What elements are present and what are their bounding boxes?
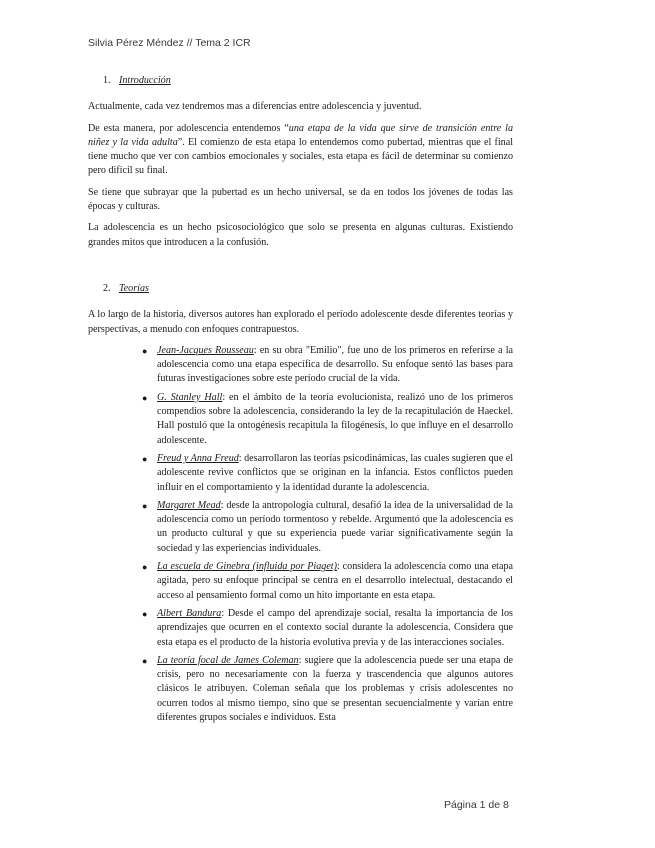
paragraph-definition: [88, 122, 513, 179]
bullet-icon: ●: [142, 345, 148, 356]
bullet-icon: ●: [142, 500, 148, 511]
page-number: Página 1 de 8: [444, 799, 509, 811]
text-run: De esta manera, por adolescencia entendemos “: [88, 122, 289, 134]
paragraph: La adolescencia es un hecho psicosociológico que solo se presenta en algunas culturas. Existiendo grandes mitos que introducen a la confusión.: [88, 222, 513, 248]
bullet-icon: ●: [142, 608, 148, 619]
paragraph: A lo largo de la historia, diversos autores han explorado el período adolescente desde diferentes teorías y perspectivas, a menudo con enfoques contrapuestos.: [88, 309, 513, 335]
author-name: Margaret Mead: [157, 499, 221, 511]
author-name: Jean-Jacques Rousseau: [157, 344, 254, 356]
item-text: : en su obra "Emilio", fue uno de los primeros en referirse a la adolescencia como una etapa específica de desarrollo. Su enfoque sentó las bases para futuras investigaciones sobre este período crucial de la vida.: [157, 344, 513, 385]
definition-quote: una etapa de la vida que sirve de transición entre la niñez y la vida adulta: [88, 122, 513, 148]
list-item: [142, 391, 513, 448]
bullet-icon: ●: [142, 453, 148, 464]
list-item: [142, 452, 513, 495]
bullet-icon: ●: [142, 392, 148, 403]
list-item: [142, 607, 513, 650]
section-number: 1.: [103, 75, 111, 86]
list-item: [142, 654, 513, 725]
item-text: : considera la adolescencia como una etapa agitada, pero su enfoque principal se centra en el desarrollo intelectual, destacando el acceso al pensamiento formal como un hito importante en esta etapa.: [157, 561, 513, 601]
author-name: Freud y Anna Freud: [157, 452, 239, 464]
item-text: : en el ámbito de la teoría evolucionista, realizó uno de los primeros compendios sobre la adolescencia, considerando la ley de la recapitulación de Haeckel. Hall postuló que la ontogénesis recapitula la filogénesis, lo que influye en el desarrollo adolescente.: [157, 391, 513, 446]
bullet-icon: ●: [142, 562, 148, 573]
list-item: [142, 344, 513, 387]
list-item: [142, 560, 513, 603]
item-text: : Desde el campo del aprendizaje social, resalta la importancia de los aprendizajes que ocurren en el contexto social durante la adolescencia. Considera que esta etapa es el producto de la historia evolutiva previa y de las interacciones sociales.: [157, 607, 513, 648]
item-text: : desde la antropología cultural, desafió la idea de la universalidad de la adolescencia como un período tormentoso y rebelde. Argumentó que la adolescencia es un producto cultural y que su experiencia puede variar significativamente según la sociedad y las experiencias individuales.: [157, 499, 514, 554]
item-text: : sugiere que la adolescencia puede ser una etapa de crisis, pero no necesariamente con la fuerza y trascendencia que algunos autores clásicos le atribuyen. Coleman señala que los problemas y crisis adolescentes no ocurren todos al mismo tiempo, sino que se presentan secuencialmente y varían entre diferentes grupos sociales e individuos. Esta: [157, 654, 513, 723]
item-text: : desarrollaron las teorías psicodinámicas, las cuales sugieren que el adolescente revive conflictos que se originan en la infancia. Estos conflictos pueden influir en el comportamiento y la identidad durante la adolescencia.: [157, 452, 513, 493]
text-run: ”. El comienzo de esta etapa lo entendemos como pubertad, mientras que el final tiene mucho que ver con cambios emocionales y sociales, esta etapa es fácil de determinar su comienzo pero difícil su final.: [88, 136, 513, 177]
section-heading-theories: [103, 282, 513, 296]
bullet-icon: ●: [142, 655, 148, 666]
spacer: [88, 257, 513, 282]
section-heading-introduction: [103, 74, 513, 88]
author-name: Albert Bandura: [157, 607, 222, 619]
theories-list: [88, 344, 513, 725]
paragraph: Se tiene que subrayar que la pubertad es un hecho universal, se da en todos los jóvenes de todas las épocas y culturas.: [88, 186, 513, 213]
section-title: Teorías: [119, 282, 149, 294]
author-name: La escuela de Ginebra (influida por Piaget): [157, 561, 337, 573]
document-body: [88, 74, 513, 729]
section-number: 2.: [103, 282, 111, 294]
section-title: Introducción: [119, 75, 171, 86]
list-item: [142, 499, 514, 556]
paragraph: Actualmente, cada vez tendremos mas a diferencias entre adolescencia y juventud.: [88, 101, 422, 113]
author-name: La teoría focal de James Coleman: [157, 654, 299, 666]
page-header: Silvia Pérez Méndez // Tema 2 ICR: [88, 37, 251, 49]
author-name: G. Stanley Hall: [157, 391, 223, 403]
